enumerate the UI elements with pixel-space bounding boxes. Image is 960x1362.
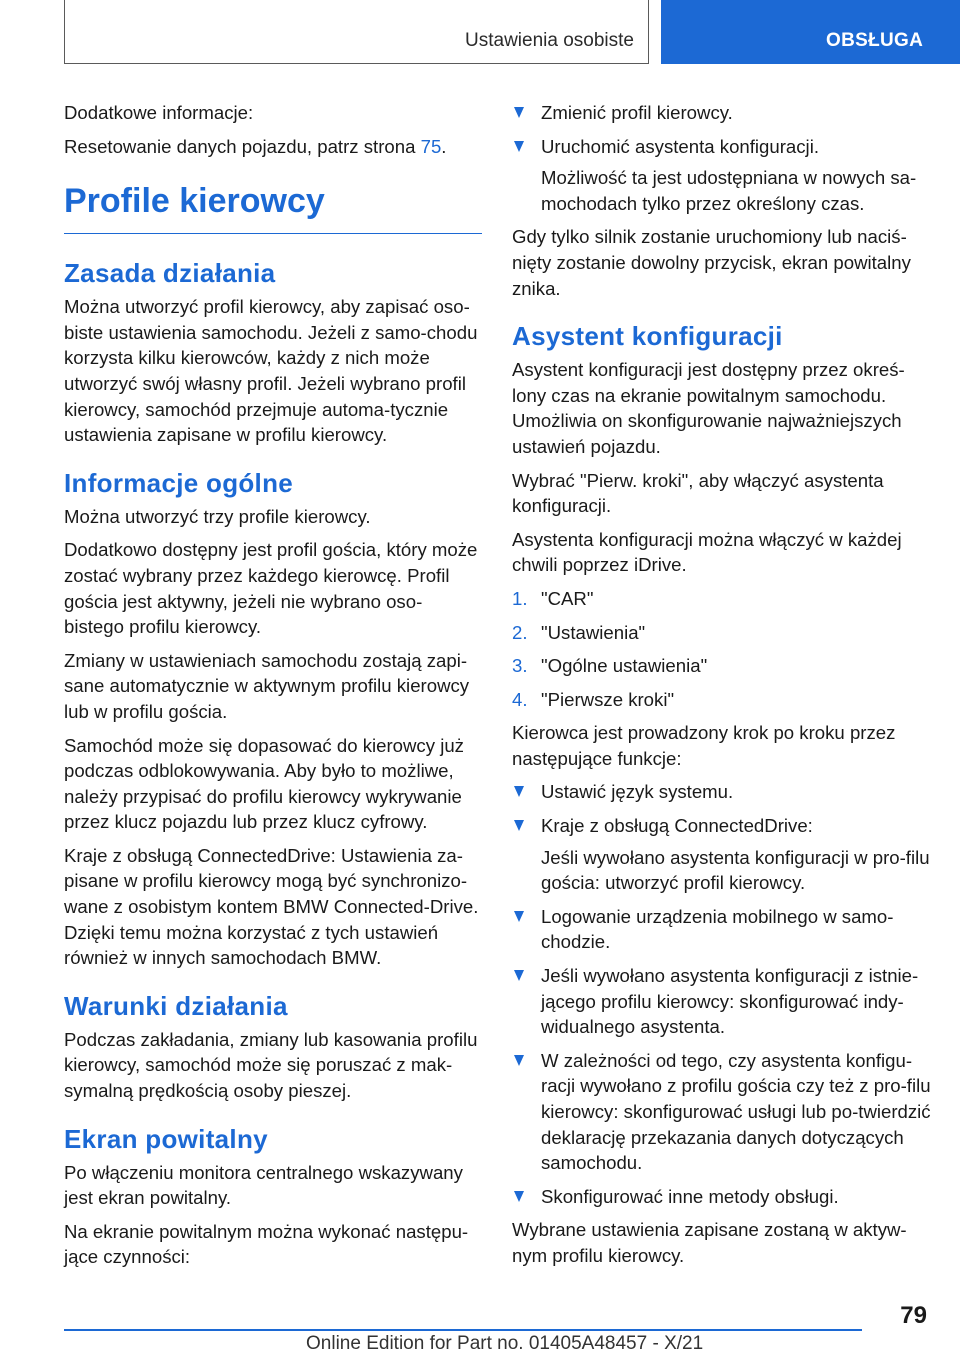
- step-number: 2.: [512, 621, 528, 643]
- heading-informacje: Informacje ogólne: [64, 467, 294, 498]
- step-item: 2. "Ustawienia": [512, 620, 932, 646]
- step-item: 3. "Ogólne ustawienia": [512, 653, 932, 679]
- functions-list: [512, 779, 932, 838]
- informacje-p1: Można utworzyć trzy profile kierowcy.: [64, 505, 371, 527]
- warunki-paragraph: Podczas zakładania, zmiany lub kasowania profilu kierowcy, samochód może się poruszać z mak‐symalną prędkością osoby pieszej.: [64, 1028, 478, 1102]
- informacje-p4: Samochód może się dopasować do kierowcy już podczas odblokowywania. Aby było to możliwe, należy przypisać do profilu kierowcy wykrywanie przez klucz pojazdu lub przez klucz cyfrowy.: [64, 734, 464, 833]
- list-item: Logowanie urządzenia mobilnego w samo‐chodzie.: [512, 904, 932, 955]
- functions-list-cont: [512, 904, 932, 1210]
- idrive-steps-list: [512, 586, 932, 712]
- triangle-bullet-icon: [514, 820, 524, 831]
- asystent-p3: Asystenta konfiguracji można włączyć w każdej chwili poprzez iDrive.: [512, 528, 902, 576]
- welcome-actions-list: [512, 100, 932, 159]
- list-item: Ustawić język systemu.: [512, 779, 932, 805]
- step-item: 1. "CAR": [512, 586, 932, 612]
- welcome-disappear-paragraph: Gdy tylko silnik zostanie uruchomiony lub naciś‐nięty zostanie dowolny przycisk, ekran powitalny znika.: [512, 226, 911, 299]
- asystent-p1: Asystent konfiguracji jest dostępny przez okreś‐lony czas na ekranie powitalnym samochodu. Umożliwia on skonfigurowanie najważniejszych ustawień pojazdu.: [512, 359, 905, 457]
- list-item-note: Możliwość ta jest udostępniana w nowych sa‐mochodach tylko przez określony czas.: [541, 167, 917, 214]
- footer-divider: [64, 1329, 862, 1331]
- intro-text: Resetowanie danych pojazdu, patrz strona: [64, 135, 416, 157]
- list-item: Zmienić profil kierowcy.: [512, 100, 932, 126]
- triangle-bullet-icon: [514, 970, 524, 981]
- chapter-tab: [661, 0, 960, 64]
- intro-end: .: [441, 135, 447, 157]
- running-header: [64, 0, 649, 64]
- zasada-paragraph: Można utworzyć profil kierowcy, aby zapisać oso‐biste ustawienia samochodu. Jeżeli z samo‐chodu korzysta kilku kierowców, każdy z nich może utworzyć swój własny profil. Jeżeli wybrano profil kierowcy, samochód przejmuje automa‐tycznie ustawienia zapisane w profilu kierowcy.: [64, 296, 478, 446]
- triangle-bullet-icon: [514, 786, 524, 797]
- informacje-p2: Dodatkowo dostępny jest profil gościa, który może zostać wybrany przez każdego kierowcę. Profil gościa jest aktywny, jeżeli nie wybrano oso‐bistego profilu kierowcy.: [64, 539, 478, 638]
- header-section-title: Ustawienia osobiste: [465, 30, 634, 51]
- triangle-bullet-icon: [514, 911, 524, 922]
- asystent-p2: Wybrać "Pierw. kroki", aby włączyć asystenta konfiguracji.: [512, 469, 884, 517]
- heading-ekran: Ekran powitalny: [64, 1123, 268, 1154]
- triangle-bullet-icon: [514, 1055, 524, 1066]
- page-link[interactable]: 75: [420, 135, 442, 157]
- step-item: 4. "Pierwsze kroki": [512, 687, 932, 713]
- triangle-bullet-icon: [514, 1191, 524, 1202]
- intro-label: Dodatkowe informacje:: [64, 102, 254, 123]
- functions-intro: Kierowca jest prowadzony krok po kroku przez następujące funkcje:: [512, 722, 896, 769]
- triangle-bullet-icon: [514, 107, 524, 118]
- left-column: [64, 100, 482, 1278]
- footer-edition: Online Edition for Part no. 01405A48457 - X/21: [306, 1333, 704, 1354]
- page-number: 79: [900, 1302, 927, 1329]
- intro-paragraph: [64, 134, 482, 160]
- step-number: 1.: [512, 587, 528, 609]
- list-item: Jeśli wywołano asystenta konfiguracji z istnie‐jącego profilu kierowcy: skonfigurować indy‐widualnego asystenta.: [512, 963, 932, 1040]
- triangle-bullet-icon: [514, 141, 524, 152]
- right-column: [512, 100, 932, 1277]
- page-title: Profile kierowcy: [64, 179, 482, 234]
- closing-paragraph: Wybrane ustawienia zapisane zostaną w aktyw‐nym profilu kierowcy.: [512, 1219, 907, 1266]
- list-item-note: Jeśli wywołano asystenta konfiguracji w pro‐filu gościa: utworzyć profil kierowcy.: [541, 846, 930, 894]
- chapter-title: OBSŁUGA: [826, 30, 924, 51]
- step-number: 3.: [512, 655, 528, 677]
- list-item: W zależności od tego, czy asystenta konfigu‐racji wywołano z profilu gościa czy też z pro‐filu kierowcy: skonfigurować usługi lub po‐twierdzić deklarację przekazania danych dotyczących samochodu.: [512, 1048, 932, 1176]
- heading-warunki: Warunki działania: [64, 990, 288, 1021]
- heading-asystent: Asystent konfiguracji: [512, 321, 783, 352]
- ekran-p1: Po włączeniu monitora centralnego wskazywany jest ekran powitalny.: [64, 1161, 463, 1209]
- heading-zasada: Zasada działania: [64, 258, 276, 289]
- list-item: Kraje z obsługą ConnectedDrive:: [512, 813, 932, 839]
- informacje-p3: Zmiany w ustawieniach samochodu zostają zapi‐sane automatycznie w aktywnym profilu kierowcy lub w profilu gościa.: [64, 649, 470, 722]
- step-number: 4.: [512, 688, 528, 710]
- list-item: Uruchomić asystenta konfiguracji.: [512, 134, 932, 160]
- ekran-p2: Na ekranie powitalnym można wykonać następu‐jące czynności:: [64, 1220, 469, 1268]
- list-item: Skonfigurować inne metody obsługi.: [512, 1184, 932, 1210]
- informacje-p5: Kraje z obsługą ConnectedDrive: Ustawienia za‐pisane w profilu kierowcy mogą być synchronizo‐wane z osobistym kontem BMW Connected‐Drive. Dzięki temu można korzystać z tych ustawień również w innych samochodach BMW.: [64, 844, 479, 969]
